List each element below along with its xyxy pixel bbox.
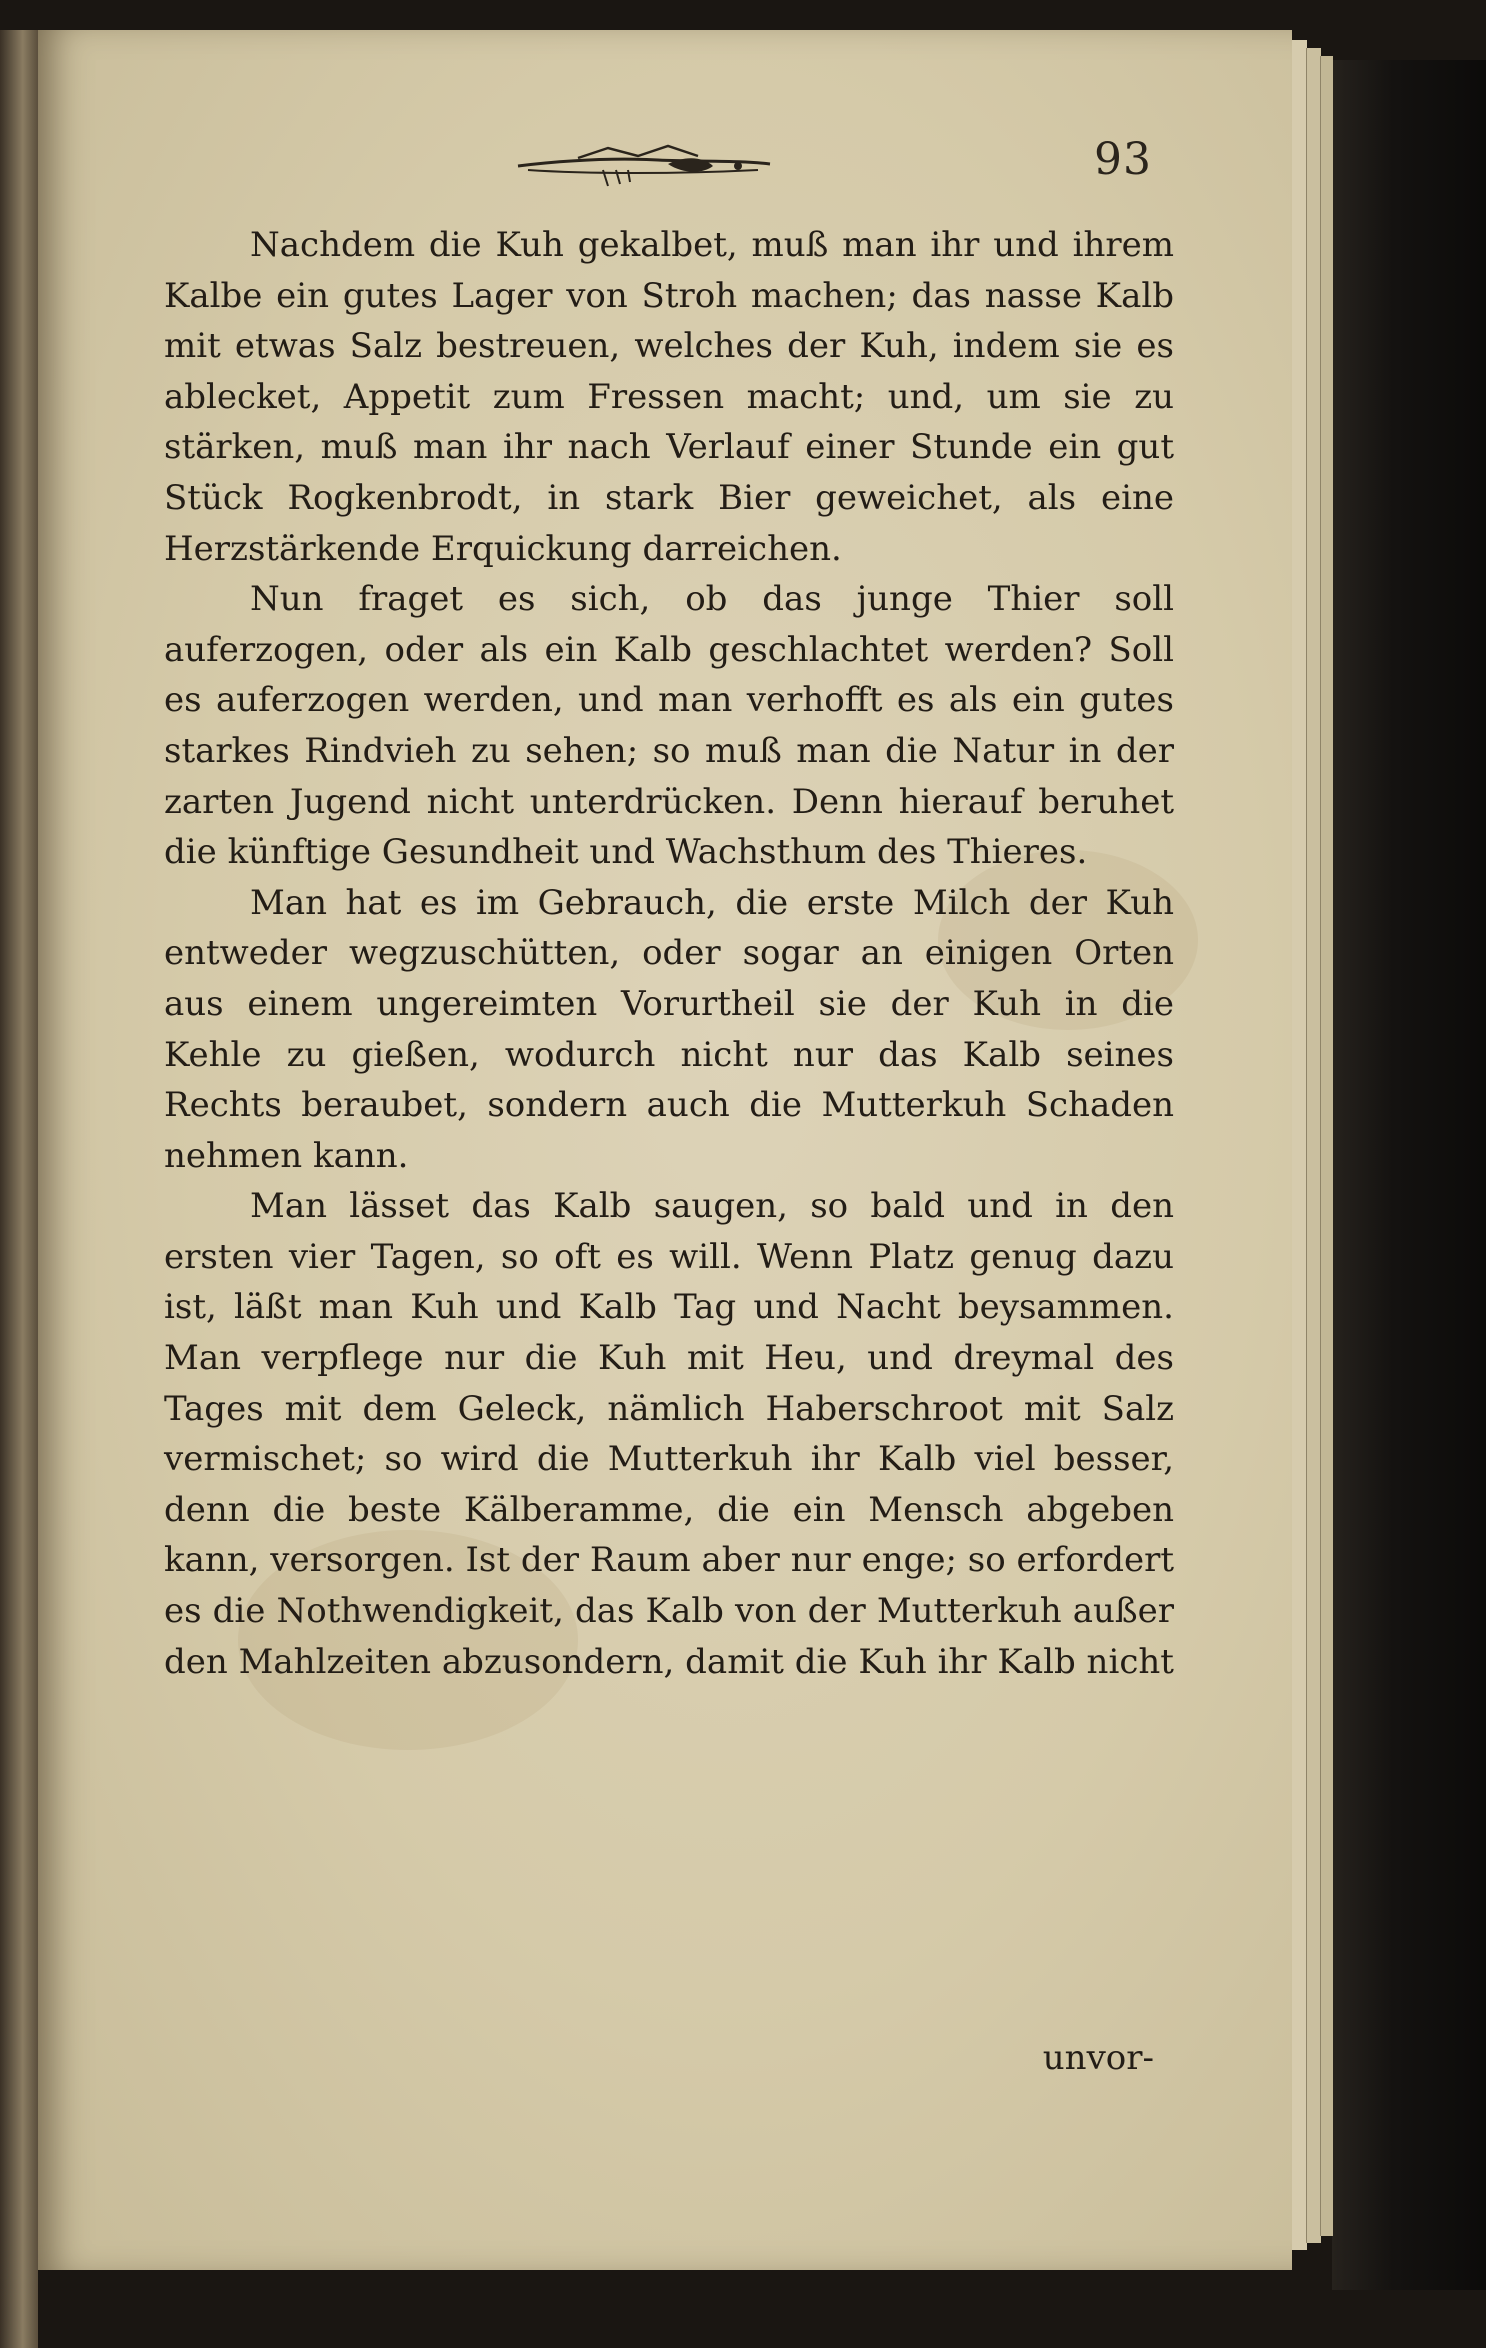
page-number: 93 [1094, 134, 1152, 185]
paragraph: Man hat es im Gebrauch, die erste Milch der Kuh entweder wegzuschütten, oder sogar an einigen Orten aus einem ungereimten Vorurtheil sie der Kuh in die Kehle zu gießen, wodurch nicht nur das Kalb seines Rechts beraubet, sondern auch die Mutterkuh Schaden nehmen kann. [164, 882, 1174, 1176]
catchword: unvor- [1042, 2038, 1154, 2078]
book-cover-edge [1332, 60, 1486, 2290]
left-page-edge [0, 30, 38, 2348]
paragraph: Nachdem die Kuh gekalbet, muß man ihr und ihrem Kalbe ein gutes Lager von Stroh machen; das nasse Kalb mit etwas Salz bestreuen, welches der Kuh, indem sie es ablecket, Appetit zum Fressen macht; und, um sie zu stärken, muß man ihr nach Verlauf einer Stunde ein gut Stück Rogkenbrodt, in stark Bier geweichet, als eine Herzstärkende Erquickung darreichen. [164, 225, 1174, 569]
body-text [164, 220, 1174, 1687]
paragraph: Nun fraget es sich, ob das junge Thier soll auferzogen, oder als ein Kalb geschlachtet werden? Soll es auferzogen werden, und man verhofft es als ein gutes starkes Rindvieh zu sehen; so muß man die Natur in der zarten Jugend nicht unterdrücken. Denn hierauf beruhet die künftige Gesundheit und Wachsthum des Thieres. [164, 579, 1174, 873]
page-edge [1290, 40, 1307, 2250]
book-page [38, 30, 1292, 2270]
page-edge [1320, 56, 1333, 2236]
paragraph: Man lässet das Kalb saugen, so bald und in den ersten vier Tagen, so oft es will. Wenn Platz genug dazu ist, läßt man Kuh und Kalb Tag und Nacht beysammen. Man verpflege nur die Kuh mit Heu, und dreymal des Tages mit dem Geleck, nämlich Haberschroot mit Salz vermischet; so wird die Mutterkuh ihr Kalb viel besser, denn die beste Kälberamme, die ein Mensch abgeben kann, versorgen. Ist der Raum aber nur enge; so erfordert es die Nothwendigkeit, das Kalb von der Mutterkuh außer den Mahlzeiten abzusondern, damit die Kuh ihr Kalb nicht [164, 1186, 1174, 1682]
decorative-headpiece-icon [508, 130, 778, 190]
page-edge [1306, 48, 1321, 2243]
